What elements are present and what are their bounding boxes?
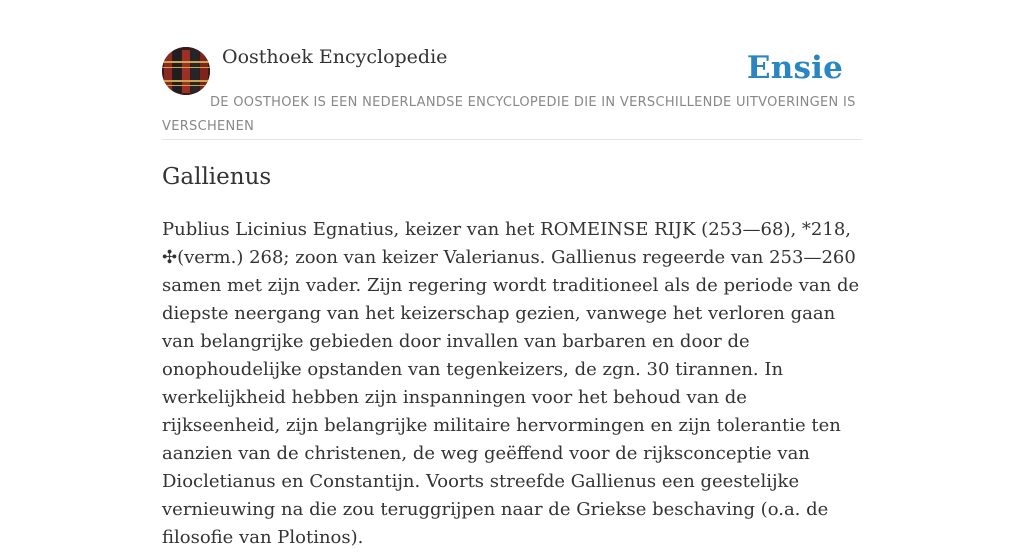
article-body: Publius Licinius Egnatius, keizer van het ROMEINSE RIJK (253—68), *218, ✣(verm.) 268; zoon van keizer Valerianus. Gallienus regeerde van 253—260 samen met zijn vader. Zijn regering wordt traditioneel als de periode van de diepste neergang van het keizerschap gezien, vanwege het verloren gaan van belangrijke gebieden door invallen van barbaren en door de onophoudelijke opstanden van tegenkeizers, de zgn. 30 tirannen. In werkelijkheid hebben zijn inspanningen voor het behoud van de rijkseenheid, zijn belangrijke militaire hervormingen en zijn tolerantie ten aanzien van de christenen, de weg geëffend voor de rijksconceptie van Diocletianus en Constantijn. Voorts streefde Gallienus een geestelijke vernieuwing na die zou teruggrijpen naar de Griekse beschaving (o.a. de filosofie van Plotinos). [162, 219, 860, 548]
page-title: Gallienus [162, 164, 272, 190]
book-spines-icon[interactable] [162, 47, 210, 95]
page-container [162, 0, 862, 548]
site-tagline: DE OOSTHOEK IS EEN NEDERLANDSE ENCYCLOPEDIE DIE IN VERSCHILLENDE UITVOERINGEN IS VERSCHENEN [162, 95, 856, 134]
site-name-link[interactable]: Oosthoek Encyclopedie [222, 46, 448, 68]
brand-logo-link[interactable]: Ensie [746, 50, 843, 86]
header-divider [162, 139, 862, 140]
site-header [162, 0, 862, 140]
